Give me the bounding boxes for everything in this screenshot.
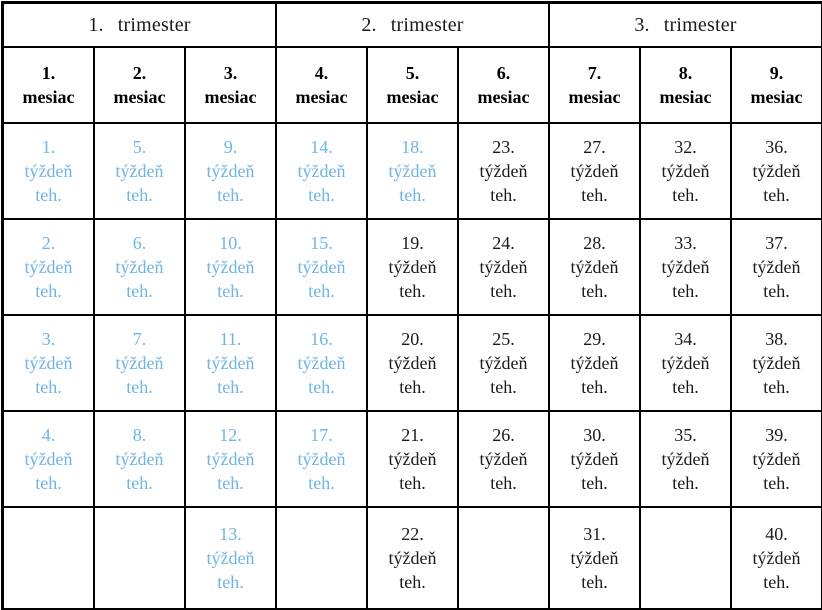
month-number: 9. — [769, 62, 784, 83]
week-label-group — [550, 135, 639, 208]
week-cell — [458, 123, 549, 219]
week-number: 7. — [132, 328, 147, 349]
week-abbreviation: teh. — [763, 377, 790, 398]
week-word: týždeň — [661, 256, 710, 277]
week-number: 16. — [310, 328, 333, 349]
week-label-group — [95, 327, 184, 400]
week-word: týždeň — [570, 352, 619, 373]
week-label-group — [277, 327, 366, 400]
week-abbreviation: teh. — [672, 281, 699, 302]
week-number: 32. — [674, 136, 697, 157]
week-number: 31. — [583, 523, 606, 544]
week-label-group — [4, 423, 93, 496]
week-row — [3, 507, 822, 609]
week-cell — [731, 123, 822, 219]
week-label-group — [641, 327, 730, 400]
week-label-group — [186, 423, 275, 496]
week-word: týždeň — [115, 256, 164, 277]
week-word: týždeň — [388, 256, 437, 277]
month-number: 4. — [314, 62, 329, 83]
week-cell — [94, 411, 185, 507]
month-number: 5. — [405, 62, 420, 83]
week-word: týždeň — [24, 256, 73, 277]
month-number: 7. — [587, 62, 602, 83]
trimester-header-row — [3, 3, 822, 47]
month-number: 8. — [678, 62, 693, 83]
month-header-cell-5 — [367, 47, 458, 123]
week-number: 34. — [674, 328, 697, 349]
week-word: týždeň — [388, 160, 437, 181]
week-number: 27. — [583, 136, 606, 157]
week-abbreviation: teh. — [217, 185, 244, 206]
month-label: mesiac — [113, 87, 166, 107]
week-cell — [367, 123, 458, 219]
week-number: 23. — [492, 136, 515, 157]
week-word: týždeň — [388, 352, 437, 373]
week-number: 26. — [492, 424, 515, 445]
week-number: 38. — [765, 328, 788, 349]
week-abbreviation: teh. — [217, 473, 244, 494]
week-cell — [3, 411, 94, 507]
month-header-cell-2 — [94, 47, 185, 123]
week-label-group — [368, 231, 457, 304]
week-abbreviation: teh. — [763, 281, 790, 302]
week-abbreviation: teh. — [399, 281, 426, 302]
week-cell — [640, 123, 731, 219]
week-word: týždeň — [570, 160, 619, 181]
week-cell — [3, 123, 94, 219]
week-cell — [94, 123, 185, 219]
week-number: 12. — [219, 424, 242, 445]
week-cell — [367, 315, 458, 411]
week-cell — [367, 507, 458, 609]
week-number: 22. — [401, 523, 424, 544]
week-number: 21. — [401, 424, 424, 445]
week-word: týždeň — [206, 160, 255, 181]
week-word: týždeň — [115, 352, 164, 373]
month-label: mesiac — [295, 87, 348, 107]
week-number: 10. — [219, 232, 242, 253]
month-label: mesiac — [204, 87, 257, 107]
week-word: týždeň — [24, 160, 73, 181]
week-label-group — [459, 135, 548, 208]
week-word: týždeň — [206, 547, 255, 568]
week-cell — [549, 411, 640, 507]
week-word: týždeň — [752, 160, 801, 181]
week-abbreviation: teh. — [490, 185, 517, 206]
week-number: 4. — [41, 424, 56, 445]
week-cell — [549, 123, 640, 219]
week-abbreviation: teh. — [308, 473, 335, 494]
week-number: 37. — [765, 232, 788, 253]
week-label-group — [95, 423, 184, 496]
week-abbreviation: teh. — [399, 572, 426, 593]
week-abbreviation: teh. — [672, 377, 699, 398]
week-cell — [458, 411, 549, 507]
week-label-group — [368, 423, 457, 496]
week-word: týždeň — [388, 448, 437, 469]
week-cell — [185, 507, 276, 609]
week-abbreviation: teh. — [581, 572, 608, 593]
week-abbreviation: teh. — [399, 377, 426, 398]
week-label-group — [4, 135, 93, 208]
week-cell — [185, 123, 276, 219]
week-cell — [731, 219, 822, 315]
week-number: 25. — [492, 328, 515, 349]
week-label-group — [186, 327, 275, 400]
week-abbreviation: teh. — [399, 185, 426, 206]
week-label-group — [186, 135, 275, 208]
week-abbreviation: teh. — [672, 185, 699, 206]
month-number: 6. — [496, 62, 511, 83]
week-row — [3, 219, 822, 315]
week-label-group — [459, 423, 548, 496]
week-number: 17. — [310, 424, 333, 445]
week-abbreviation: teh. — [490, 377, 517, 398]
week-word: týždeň — [115, 160, 164, 181]
week-label-group — [732, 522, 821, 595]
month-label: mesiac — [568, 87, 621, 107]
week-row — [3, 315, 822, 411]
week-abbreviation: teh. — [763, 473, 790, 494]
week-cell — [731, 315, 822, 411]
week-number: 20. — [401, 328, 424, 349]
week-cell — [94, 219, 185, 315]
week-label-group — [186, 522, 275, 595]
week-word: týždeň — [297, 160, 346, 181]
week-label-group — [368, 522, 457, 595]
week-cell — [549, 219, 640, 315]
week-label-group — [186, 231, 275, 304]
week-label-group — [368, 135, 457, 208]
week-abbreviation: teh. — [217, 377, 244, 398]
week-cell — [276, 123, 367, 219]
week-cell — [276, 411, 367, 507]
week-word: týždeň — [24, 352, 73, 373]
week-label-group — [95, 231, 184, 304]
week-row — [3, 411, 822, 507]
week-label-group — [4, 327, 93, 400]
week-number: 2. — [41, 232, 56, 253]
week-number: 19. — [401, 232, 424, 253]
week-abbreviation: teh. — [217, 281, 244, 302]
month-number: 2. — [132, 62, 147, 83]
week-abbreviation: teh. — [581, 473, 608, 494]
month-header-cell-8 — [640, 47, 731, 123]
week-number: 18. — [401, 136, 424, 157]
week-label-group — [550, 327, 639, 400]
month-header-row — [3, 47, 822, 123]
week-abbreviation: teh. — [126, 281, 153, 302]
week-label-group — [550, 231, 639, 304]
week-cell — [640, 411, 731, 507]
week-cell-empty — [3, 507, 94, 609]
pregnancy-week-table — [2, 2, 822, 610]
week-label-group — [732, 231, 821, 304]
week-cell — [458, 219, 549, 315]
week-cell — [185, 411, 276, 507]
week-cell — [3, 315, 94, 411]
week-word: týždeň — [297, 256, 346, 277]
week-cell — [731, 507, 822, 609]
month-label: mesiac — [22, 87, 75, 107]
week-label-group — [4, 231, 93, 304]
week-label-group — [550, 522, 639, 595]
week-cell — [458, 315, 549, 411]
week-word: týždeň — [570, 547, 619, 568]
week-label-group — [732, 423, 821, 496]
week-number: 11. — [219, 328, 242, 349]
week-abbreviation: teh. — [581, 185, 608, 206]
week-label-group — [732, 327, 821, 400]
week-cell-empty — [640, 507, 731, 609]
week-label-group — [277, 135, 366, 208]
week-word: týždeň — [752, 352, 801, 373]
week-number: 9. — [223, 136, 238, 157]
week-word: týždeň — [570, 448, 619, 469]
week-label-group — [277, 423, 366, 496]
month-header-cell-9 — [731, 47, 822, 123]
week-word: týždeň — [115, 448, 164, 469]
month-header-cell-3 — [185, 47, 276, 123]
week-word: týždeň — [661, 160, 710, 181]
week-word: týždeň — [297, 352, 346, 373]
week-cell — [185, 315, 276, 411]
week-cell-empty — [458, 507, 549, 609]
week-label-group — [732, 135, 821, 208]
week-cell — [640, 219, 731, 315]
week-number: 8. — [132, 424, 147, 445]
week-word: týždeň — [570, 256, 619, 277]
week-abbreviation: teh. — [126, 377, 153, 398]
week-word: týždeň — [661, 352, 710, 373]
week-number: 33. — [674, 232, 697, 253]
week-word: týždeň — [479, 160, 528, 181]
month-label: mesiac — [750, 87, 803, 107]
trimester-header-cell-2 — [276, 3, 549, 47]
week-number: 24. — [492, 232, 515, 253]
trimester-label: trimester — [117, 13, 191, 36]
week-number: 28. — [583, 232, 606, 253]
trimester-label: trimester — [390, 13, 464, 36]
month-number: 3. — [223, 62, 238, 83]
week-number: 30. — [583, 424, 606, 445]
week-number: 40. — [765, 523, 788, 544]
trimester-number: 2. — [361, 13, 377, 36]
month-number: 1. — [41, 62, 56, 83]
week-abbreviation: teh. — [399, 473, 426, 494]
week-cell — [185, 219, 276, 315]
week-label-group — [459, 231, 548, 304]
week-number: 39. — [765, 424, 788, 445]
week-cell — [549, 315, 640, 411]
week-label-group — [550, 423, 639, 496]
week-number: 1. — [41, 136, 56, 157]
week-abbreviation: teh. — [35, 377, 62, 398]
trimester-header-cell-3 — [549, 3, 822, 47]
trimester-number: 3. — [634, 13, 650, 36]
week-word: týždeň — [752, 256, 801, 277]
week-word: týždeň — [388, 547, 437, 568]
week-word: týždeň — [752, 448, 801, 469]
week-word: týždeň — [661, 448, 710, 469]
week-word: týždeň — [206, 448, 255, 469]
week-label-group — [95, 135, 184, 208]
week-abbreviation: teh. — [126, 473, 153, 494]
week-abbreviation: teh. — [490, 473, 517, 494]
week-number: 35. — [674, 424, 697, 445]
week-label-group — [459, 327, 548, 400]
week-cell — [731, 411, 822, 507]
week-word: týždeň — [479, 256, 528, 277]
month-header-cell-7 — [549, 47, 640, 123]
week-abbreviation: teh. — [490, 281, 517, 302]
month-label: mesiac — [477, 87, 530, 107]
week-number: 14. — [310, 136, 333, 157]
week-cell — [276, 315, 367, 411]
week-word: týždeň — [297, 448, 346, 469]
week-abbreviation: teh. — [672, 473, 699, 494]
week-cell-empty — [94, 507, 185, 609]
week-word: týždeň — [752, 547, 801, 568]
month-label: mesiac — [386, 87, 439, 107]
week-number: 36. — [765, 136, 788, 157]
month-header-cell-1 — [3, 47, 94, 123]
week-number: 5. — [132, 136, 147, 157]
week-row — [3, 123, 822, 219]
week-abbreviation: teh. — [308, 377, 335, 398]
week-abbreviation: teh. — [35, 185, 62, 206]
week-cell — [276, 219, 367, 315]
week-cell — [367, 411, 458, 507]
week-label-group — [368, 327, 457, 400]
week-abbreviation: teh. — [581, 377, 608, 398]
week-cell — [549, 507, 640, 609]
week-cell — [94, 315, 185, 411]
week-abbreviation: teh. — [308, 281, 335, 302]
week-word: týždeň — [206, 256, 255, 277]
week-abbreviation: teh. — [217, 572, 244, 593]
week-word: týždeň — [24, 448, 73, 469]
month-header-cell-4 — [276, 47, 367, 123]
trimester-header-cell-1 — [3, 3, 276, 47]
week-number: 3. — [41, 328, 56, 349]
week-word: týždeň — [479, 448, 528, 469]
week-cell — [640, 315, 731, 411]
week-number: 15. — [310, 232, 333, 253]
week-cell — [367, 219, 458, 315]
week-abbreviation: teh. — [35, 281, 62, 302]
week-abbreviation: teh. — [308, 185, 335, 206]
week-number: 29. — [583, 328, 606, 349]
month-label: mesiac — [659, 87, 712, 107]
week-abbreviation: teh. — [581, 281, 608, 302]
week-label-group — [641, 231, 730, 304]
trimester-number: 1. — [88, 13, 104, 36]
week-cell-empty — [276, 507, 367, 609]
week-abbreviation: teh. — [126, 185, 153, 206]
month-header-cell-6 — [458, 47, 549, 123]
week-number: 6. — [132, 232, 147, 253]
week-abbreviation: teh. — [763, 572, 790, 593]
week-abbreviation: teh. — [763, 185, 790, 206]
week-cell — [3, 219, 94, 315]
week-abbreviation: teh. — [35, 473, 62, 494]
week-word: týždeň — [479, 352, 528, 373]
week-number: 13. — [219, 523, 242, 544]
week-word: týždeň — [206, 352, 255, 373]
week-label-group — [277, 231, 366, 304]
week-label-group — [641, 423, 730, 496]
trimester-label: trimester — [663, 13, 737, 36]
week-label-group — [641, 135, 730, 208]
